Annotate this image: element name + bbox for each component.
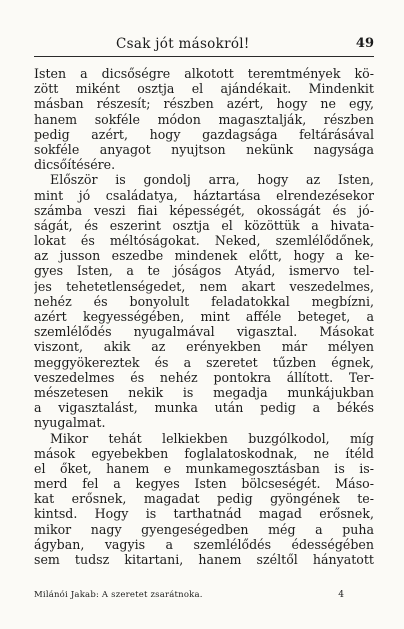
text-line: azért kegyességében, mint afféle beteget, a (34, 309, 374, 324)
text-line: ságát, és eszerint osztja el közöttük a hivata- (34, 217, 374, 233)
text-line: kat erősnek, magadat pedig gyöngének te- (34, 491, 374, 507)
page-footer (34, 590, 374, 604)
text-line: gyes Isten, a te jóságos Atyád, ismervo tel- (34, 263, 374, 279)
text-line: meggyökereztek és a szeretet tűzben égnek, (34, 354, 374, 370)
text-line: nyugalmat. (34, 415, 106, 431)
text-line: mint jó családatya, háztartása elrendezésekor (34, 187, 374, 203)
page-number: 49 (355, 36, 374, 51)
running-title: Csak jót másokról! (116, 36, 250, 52)
text-line: lokat és méltóságokat. Neked, szemlélődőnek, (34, 233, 374, 249)
text-line: mészetesen nekik is megadja munkájukban (34, 384, 374, 400)
text-line: kintsd. Hogy is tarthatnád magad erősnek, (34, 506, 374, 522)
text-line: mások egyebekben foglalatoskodnak, ne ítéld (34, 445, 374, 461)
text-line: Mikor tehát lelkiekben buzgólkodol, míg (50, 430, 374, 446)
text-line: veszedelmes és nehéz pontokra állított. Ter- (34, 369, 374, 385)
body-text (34, 66, 374, 567)
text-line: számba veszi fiai képességét, okosságát és jó- (34, 202, 374, 218)
text-line: sem tudsz kitartani, hanem széltől hányatott (34, 552, 374, 567)
text-line: ágyban, vagyis a szemlélődés édességében (34, 536, 374, 552)
text-line: hanem sokféle módon magasztalják, részben (34, 111, 374, 127)
text-line: az jusson eszedbe mindenek előtt, hogy a ke- (34, 248, 374, 264)
text-line: a vigasztalást, munka után pedig a békés (34, 400, 374, 416)
footer-sheet-number: 4 (338, 590, 344, 600)
text-line: dicsőítésére. (34, 157, 116, 173)
text-line: jes tehetetlenségedet, nem akart veszedelmes, (34, 278, 374, 294)
footer-signature: Milánói Jakab: A szeretet zsarátnoka. (34, 590, 203, 600)
text-line: el őket, hanem e munkamegosztásban is is- (34, 460, 374, 476)
text-line: merd fel a kegyes Isten bölcseségét. Máso- (34, 476, 374, 492)
text-line: zött miként osztja el ajándékait. Mindenkit (34, 81, 374, 97)
text-line: másban részesít; részben azért, hogy ne egy, (34, 96, 374, 112)
text-line: sokféle anyagot nyujtson nekünk nagysága (34, 141, 374, 157)
page-header (34, 36, 374, 57)
text-line: Először is gondolj arra, hogy az Isten, (50, 172, 374, 188)
text-line: nehéz és bonyolult feladatokkal megbízni, (34, 293, 374, 309)
text-line: pedig azért, hogy gazdagsága feltárásával (34, 126, 374, 142)
text-line: viszont, akik az erényekben már mélyen (34, 339, 374, 355)
text-line: Isten a dicsőségre alkotott teremtmények kö- (34, 66, 374, 81)
text-line: mikor nagy gyengeségedben még a puha (34, 521, 374, 537)
text-line: szemlélődés nyugalmával vigasztal. Másokat (34, 324, 374, 340)
